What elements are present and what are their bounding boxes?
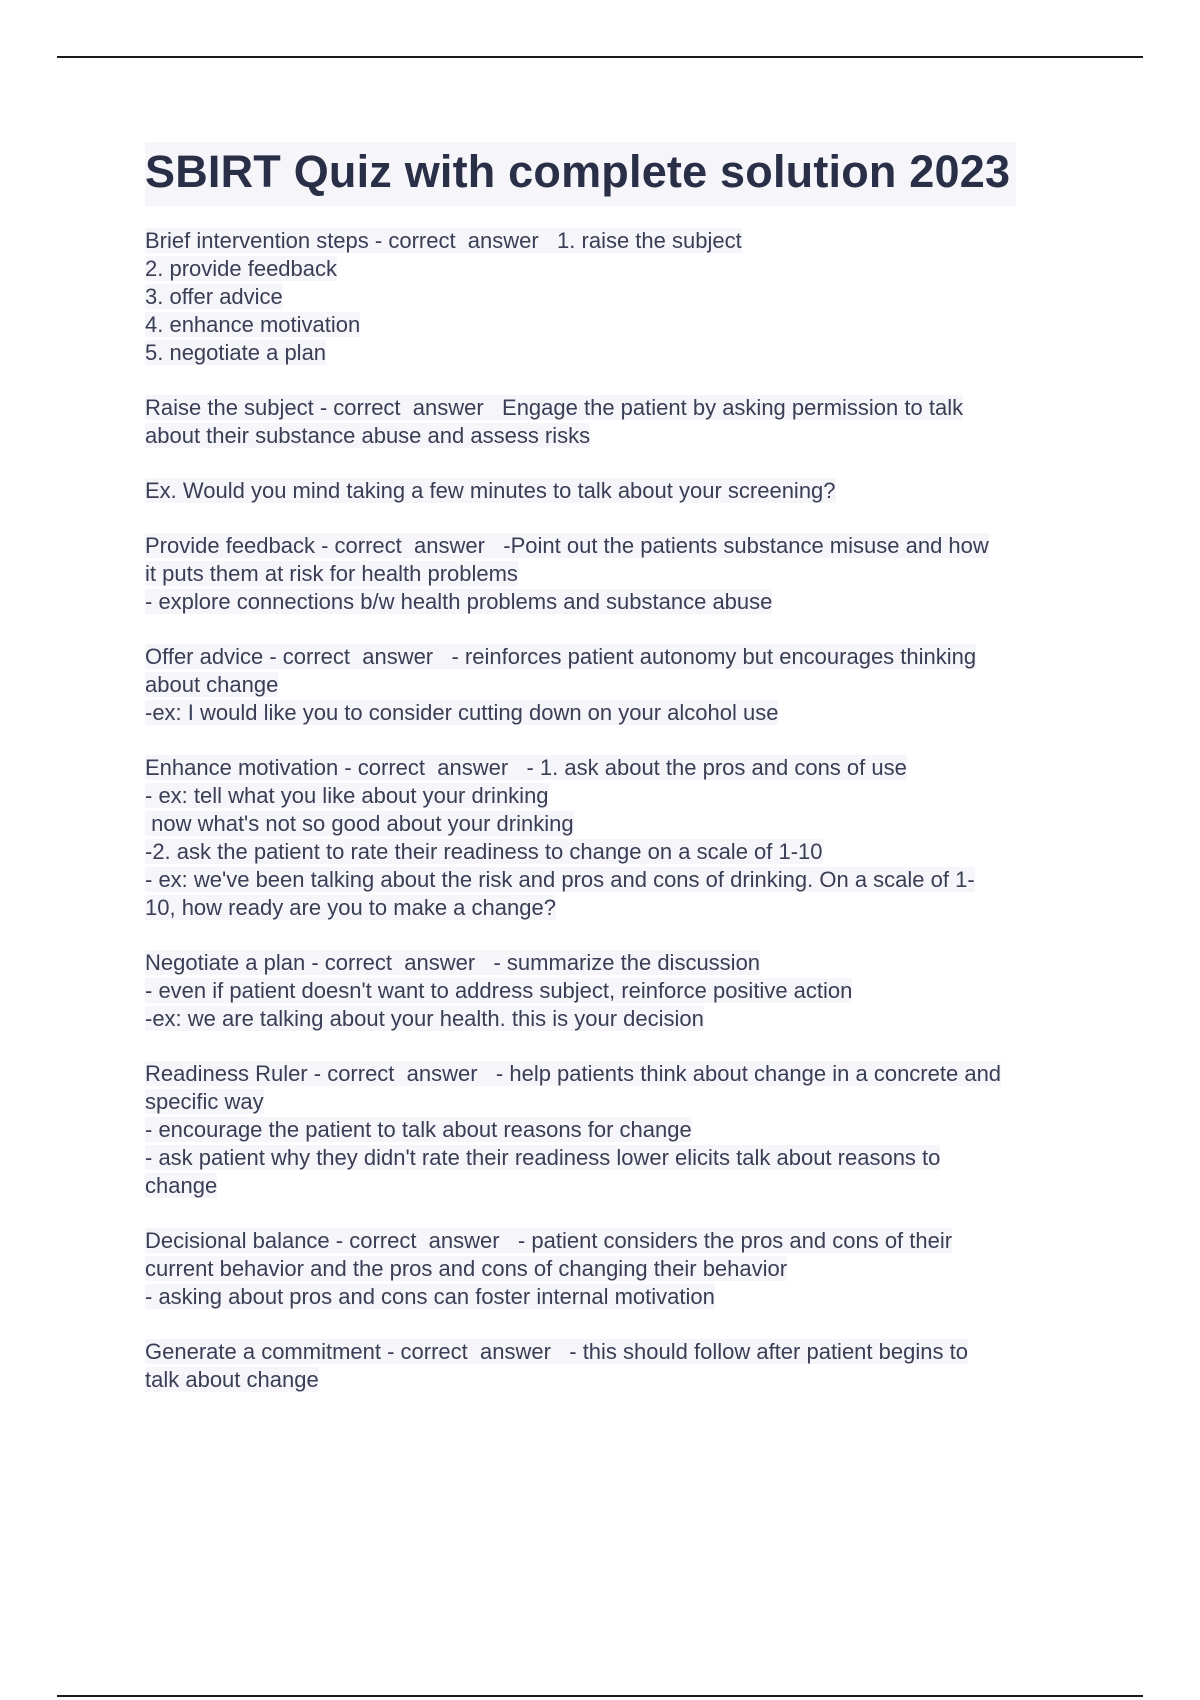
entry-answer-line bbox=[145, 311, 1095, 339]
entry-text: - explore connections b/w health problems and substance abuse bbox=[145, 589, 773, 614]
entry-text: Offer advice - correct answer - reinforces patient autonomy but encourages thinking bbox=[145, 644, 977, 669]
qa-entry bbox=[145, 532, 1095, 616]
entry-text: 4. enhance motivation bbox=[145, 312, 361, 337]
qa-entry bbox=[145, 643, 1095, 727]
document-title: SBIRT Quiz with complete solution 2023 bbox=[145, 142, 1016, 206]
entry-text: Provide feedback - correct answer -Point out the patients substance misuse and how bbox=[145, 533, 989, 558]
entry-text: 5. negotiate a plan bbox=[145, 340, 327, 365]
entry-text: Raise the subject - correct answer Engage the patient by asking permission to talk bbox=[145, 395, 964, 420]
entry-answer-line bbox=[145, 255, 1095, 283]
document-body bbox=[145, 227, 1095, 1421]
entry-answer-line bbox=[145, 782, 1095, 810]
entry-question-line bbox=[145, 1227, 1095, 1255]
entry-text: - ask patient why they didn't rate their readiness lower elicits talk about reasons to bbox=[145, 1145, 941, 1170]
qa-entry bbox=[145, 227, 1095, 367]
entry-question-line bbox=[145, 643, 1095, 671]
qa-entry bbox=[145, 1338, 1095, 1394]
entry-question-line bbox=[145, 394, 1095, 422]
entry-text: -2. ask the patient to rate their readiness to change on a scale of 1-10 bbox=[145, 839, 823, 864]
entry-answer-line bbox=[145, 810, 1095, 838]
entry-answer-line bbox=[145, 671, 1095, 699]
entry-answer-line bbox=[145, 1116, 1095, 1144]
entry-text: talk about change bbox=[145, 1367, 319, 1392]
entry-text: - asking about pros and cons can foster internal motivation bbox=[145, 1284, 715, 1309]
qa-entry bbox=[145, 477, 1095, 505]
entry-text: Generate a commitment - correct answer - this should follow after patient begins to bbox=[145, 1339, 968, 1364]
entry-text: about their substance abuse and assess risks bbox=[145, 423, 591, 448]
qa-entry bbox=[145, 1060, 1095, 1200]
entry-answer-line bbox=[145, 1005, 1095, 1033]
entry-question-line bbox=[145, 1060, 1095, 1088]
entry-text: -ex: we are talking about your health. this is your decision bbox=[145, 1006, 704, 1031]
qa-entry bbox=[145, 754, 1095, 922]
entry-answer-line bbox=[145, 588, 1095, 616]
entry-text: it puts them at risk for health problems bbox=[145, 561, 518, 586]
entry-text: - ex: we've been talking about the risk and pros and cons of drinking. On a scale of 1- bbox=[145, 867, 975, 892]
entry-answer-line bbox=[145, 1283, 1095, 1311]
entry-text: - ex: tell what you like about your drinking bbox=[145, 783, 549, 808]
entry-answer-line bbox=[145, 1366, 1095, 1394]
entry-text: Decisional balance - correct answer - patient considers the pros and cons of their bbox=[145, 1228, 953, 1253]
entry-answer-line bbox=[145, 1144, 1095, 1172]
entry-text: Readiness Ruler - correct answer - help patients think about change in a concrete and bbox=[145, 1061, 1002, 1086]
header-rule bbox=[57, 56, 1143, 58]
entry-text: 3. offer advice bbox=[145, 284, 283, 309]
entry-text: change bbox=[145, 1173, 218, 1198]
entry-text: Ex. Would you mind taking a few minutes to talk about your screening? bbox=[145, 478, 836, 503]
qa-entry bbox=[145, 1227, 1095, 1311]
entry-answer-line bbox=[145, 838, 1095, 866]
entry-answer-line bbox=[145, 977, 1095, 1005]
qa-entry bbox=[145, 394, 1095, 450]
entry-answer-line bbox=[145, 339, 1095, 367]
entry-text: 10, how ready are you to make a change? bbox=[145, 895, 556, 920]
entry-text: specific way bbox=[145, 1089, 264, 1114]
entry-text: 2. provide feedback bbox=[145, 256, 338, 281]
entry-text: Enhance motivation - correct answer - 1. ask about the pros and cons of use bbox=[145, 755, 907, 780]
entry-question-line bbox=[145, 532, 1095, 560]
entry-answer-line bbox=[145, 866, 1095, 894]
entry-question-line bbox=[145, 477, 1095, 505]
entry-answer-line bbox=[145, 1172, 1095, 1200]
entry-answer-line bbox=[145, 1088, 1095, 1116]
entry-answer-line bbox=[145, 422, 1095, 450]
entry-question-line bbox=[145, 949, 1095, 977]
entry-text: Negotiate a plan - correct answer - summarize the discussion bbox=[145, 950, 761, 975]
entry-answer-line bbox=[145, 283, 1095, 311]
qa-entry bbox=[145, 949, 1095, 1033]
entry-text: Brief intervention steps - correct answer 1. raise the subject bbox=[145, 228, 742, 253]
footer-rule bbox=[57, 1695, 1143, 1697]
entry-answer-line bbox=[145, 699, 1095, 727]
entry-text: - even if patient doesn't want to address subject, reinforce positive action bbox=[145, 978, 853, 1003]
entry-answer-line bbox=[145, 894, 1095, 922]
entry-text: now what's not so good about your drinking bbox=[145, 811, 574, 836]
entry-answer-line bbox=[145, 560, 1095, 588]
entry-text: - encourage the patient to talk about reasons for change bbox=[145, 1117, 692, 1142]
entry-text: -ex: I would like you to consider cutting down on your alcohol use bbox=[145, 700, 779, 725]
entry-answer-line bbox=[145, 1255, 1095, 1283]
entry-question-line bbox=[145, 1338, 1095, 1366]
entry-question-line bbox=[145, 227, 1095, 255]
entry-text: about change bbox=[145, 672, 279, 697]
entry-question-line bbox=[145, 754, 1095, 782]
entry-text: current behavior and the pros and cons of changing their behavior bbox=[145, 1256, 788, 1281]
